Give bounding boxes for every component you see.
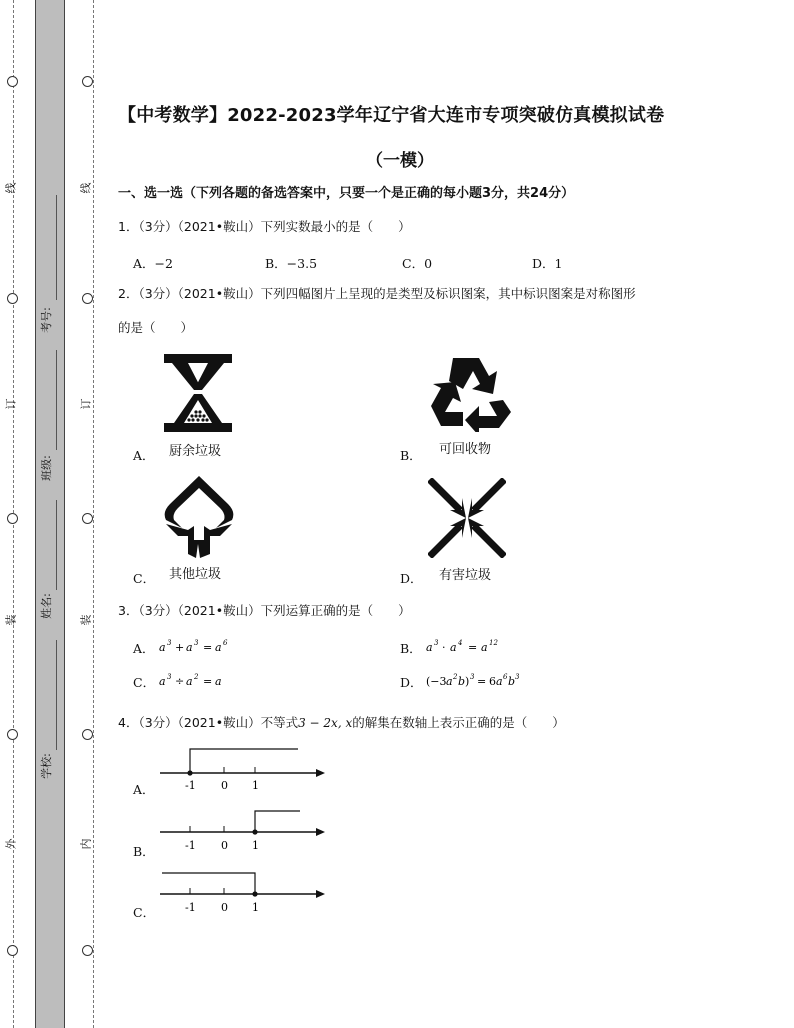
svg-text:a: a <box>159 641 166 654</box>
question-2-option-c-letter: C． <box>133 571 156 586</box>
svg-text:3: 3 <box>194 639 199 647</box>
margin-char-ding-inner: 订 <box>79 398 93 410</box>
tick-label: 0 <box>221 901 228 914</box>
punch-hole <box>82 513 93 524</box>
question-2-stem-line2: 的是（ ） <box>118 320 194 335</box>
svg-text:a: a <box>450 641 457 654</box>
question-3-option-d-letter: D． <box>400 675 423 690</box>
tick-label: -1 <box>185 779 196 792</box>
question-3-option-b-formula <box>426 639 526 659</box>
question-4-inequality: 3 − 2x, x <box>298 716 353 730</box>
svg-text:b: b <box>508 675 516 688</box>
hazardous-waste-icon <box>428 478 506 558</box>
svg-text:6: 6 <box>503 673 508 681</box>
svg-text:a: a <box>186 641 193 654</box>
svg-text:a: a <box>159 675 166 688</box>
svg-text:(−3: (−3 <box>426 675 447 688</box>
svg-text:=: = <box>468 641 478 654</box>
svg-text:2: 2 <box>453 673 458 681</box>
svg-text:a: a <box>186 675 193 688</box>
question-2-option-a-caption: 厨余垃圾 <box>169 444 222 459</box>
svg-text:+: + <box>175 641 185 654</box>
question-2-option-d-letter: D． <box>400 571 423 586</box>
svg-text:b: b <box>458 675 466 688</box>
svg-text:3: 3 <box>167 639 172 647</box>
number-line-b <box>158 806 328 856</box>
svg-text:a: a <box>426 641 433 654</box>
svg-text:6: 6 <box>489 675 496 688</box>
question-4-stem-post: 的解集在数轴上表示正确的是（ ） <box>352 715 565 730</box>
other-waste-icon <box>160 474 238 560</box>
field-line-class <box>56 350 57 450</box>
question-2-stem-line1: 2．（3分）（2021•鞍山）下列四幅图片上呈现的是类型及标识图案，其中标识图案是对称图形 <box>118 286 636 301</box>
margin-char-ding-outer: 订 <box>4 398 18 410</box>
field-label-class: 班级: <box>39 455 53 481</box>
field-line-name <box>56 500 57 590</box>
question-3-option-a-formula <box>159 639 249 659</box>
punch-hole <box>82 76 93 87</box>
kitchen-waste-icon <box>160 352 236 434</box>
svg-text:4: 4 <box>458 639 463 647</box>
question-2-option-a-letter: A． <box>133 448 155 463</box>
recycle-icon <box>427 354 513 432</box>
question-2-option-b-letter: B． <box>400 448 422 463</box>
margin-char-zhuang-outer: 装 <box>4 614 18 626</box>
margin-char-xian-inner: 线 <box>79 182 93 194</box>
question-2-option-c-caption: 其他垃圾 <box>169 567 222 582</box>
question-3-option-c-formula <box>159 673 249 693</box>
punch-hole <box>82 293 93 304</box>
margin-char-xian-outer: 线 <box>4 182 18 194</box>
svg-text:·: · <box>442 641 446 654</box>
punch-hole <box>7 513 18 524</box>
punch-hole <box>82 945 93 956</box>
margin-char-wai: 外 <box>4 838 18 850</box>
punch-hole <box>82 729 93 740</box>
tick-label: 1 <box>252 779 259 792</box>
tick-label: 1 <box>252 901 259 914</box>
punch-hole <box>7 729 18 740</box>
svg-text:3: 3 <box>167 673 172 681</box>
field-label-exam-number: 考号: <box>39 307 53 333</box>
page-subtitle: （一模） <box>366 151 434 171</box>
svg-text:3: 3 <box>470 673 475 681</box>
number-line-a <box>158 745 328 795</box>
question-2-option-d-caption: 有害垃圾 <box>439 568 492 583</box>
punch-hole <box>7 945 18 956</box>
tick-label: 1 <box>252 839 259 852</box>
svg-text:a: a <box>481 641 488 654</box>
question-1-option-a: A．−2 <box>133 256 173 271</box>
punch-hole <box>7 76 18 87</box>
field-line-school <box>56 640 57 750</box>
question-4-option-c-letter: C． <box>133 905 156 920</box>
question-3-stem: 3．（3分）（2021•鞍山）下列运算正确的是（ ） <box>118 603 411 618</box>
binding-band <box>35 0 65 1028</box>
svg-text:a: a <box>215 675 222 688</box>
margin-char-zhuang-inner: 装 <box>79 614 93 626</box>
section-heading: 一、选一选（下列各题的备选答案中，只要一个是正确的每小题3分，共24分） <box>118 186 575 201</box>
question-1-option-d: D．1 <box>532 256 563 271</box>
svg-text:÷: ÷ <box>175 675 185 688</box>
question-1-option-b: B．−3.5 <box>265 256 318 271</box>
svg-text:12: 12 <box>489 639 498 647</box>
question-3-option-a-letter: A． <box>133 641 155 656</box>
question-1-option-c: C．0 <box>402 256 433 271</box>
question-1-stem: 1．（3分）（2021•鞍山）下列实数最小的是（ ） <box>118 219 411 234</box>
svg-text:=: = <box>203 675 213 688</box>
question-4-option-b-letter: B． <box>133 844 155 859</box>
svg-text:=: = <box>477 675 487 688</box>
field-line-exam-number <box>56 195 57 300</box>
question-4-stem <box>118 713 565 731</box>
svg-text:3: 3 <box>434 639 439 647</box>
tick-label: -1 <box>185 901 196 914</box>
question-3-option-b-letter: B． <box>400 641 422 656</box>
page-title: 【中考数学】2022-2023学年辽宁省大连市专项突破仿真模拟试卷 <box>118 105 665 126</box>
inner-dashed-line <box>93 0 94 1028</box>
question-3-option-d-formula <box>426 672 536 694</box>
svg-text:a: a <box>215 641 222 654</box>
tick-label: 0 <box>221 839 228 852</box>
number-line-c <box>158 868 328 918</box>
svg-text:a: a <box>446 675 453 688</box>
tick-label: -1 <box>185 839 196 852</box>
question-4-stem-pre: 4．（3分）（2021•鞍山）不等式 <box>118 715 299 730</box>
tick-label: 0 <box>221 779 228 792</box>
field-label-name: 姓名: <box>39 593 53 619</box>
margin-char-nei: 内 <box>79 838 93 850</box>
svg-text:3: 3 <box>515 673 520 681</box>
svg-text:): ) <box>465 675 470 688</box>
svg-text:=: = <box>203 641 213 654</box>
field-label-school: 学校: <box>39 753 53 779</box>
svg-text:6: 6 <box>223 639 228 647</box>
svg-text:2: 2 <box>194 673 199 681</box>
svg-text:a: a <box>496 675 503 688</box>
punch-hole <box>7 293 18 304</box>
question-3-option-c-letter: C． <box>133 675 156 690</box>
question-2-option-b-caption: 可回收物 <box>439 442 492 457</box>
question-4-option-a-letter: A． <box>133 782 155 797</box>
